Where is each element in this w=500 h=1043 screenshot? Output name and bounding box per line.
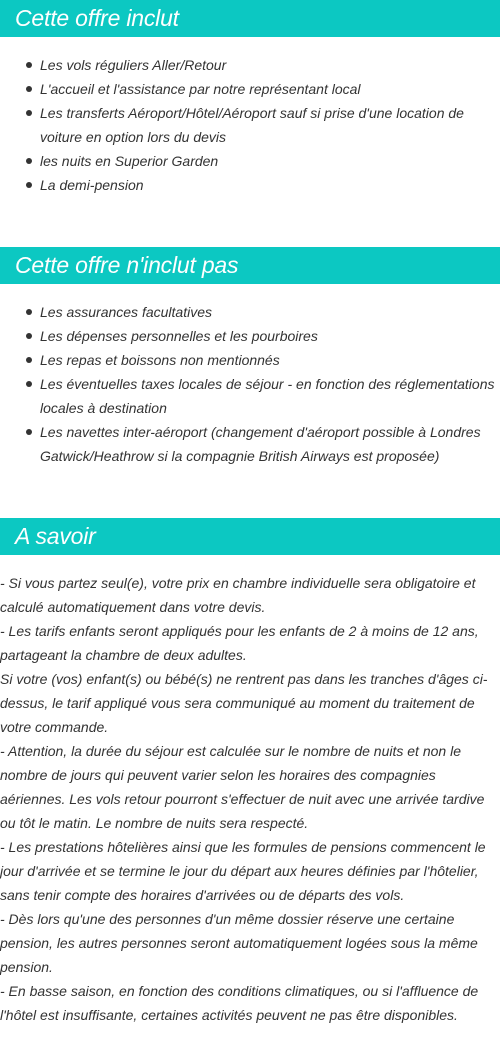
info-paragraph: - Attention, la durée du séjour est calculée sur le nombre de nuits et non le nombre de jours qui peuvent varier selon les horaires des compagnies aériennes. Les vols retour pourront s'effectuer de nuit avec une arrivée tardive ou tôt le matin. Le nombre de nuits sera respecté. <box>0 743 485 831</box>
excluded-item: Les navettes inter-aéroport (changement d'aéroport possible à Londres Gatwick/Heathrow si la compagnie British Airways est proposée) <box>40 420 495 468</box>
info-paragraph: - Les tarifs enfants seront appliqués pour les enfants de 2 à moins de 12 ans, partageant la chambre de deux adultes. <box>0 623 479 663</box>
excluded-list <box>40 300 495 468</box>
excluded-item: Les éventuelles taxes locales de séjour - en fonction des réglementations locales à destination <box>40 372 495 420</box>
included-item: La demi-pension <box>40 173 495 197</box>
included-item: les nuits en Superior Garden <box>40 149 495 173</box>
info-section-header <box>0 518 500 555</box>
excluded-item: Les assurances facultatives <box>40 300 495 324</box>
excluded-item: Les repas et boissons non mentionnés <box>40 348 495 372</box>
info-paragraph: - En basse saison, en fonction des conditions climatiques, ou si l'affluence de l'hôtel est insuffisante, certaines activités peuvent ne pas être disponibles. <box>0 983 479 1023</box>
info-section-title: A savoir <box>15 523 96 549</box>
included-item: L'accueil et l'assistance par notre représentant local <box>40 77 495 101</box>
included-item: Les vols réguliers Aller/Retour <box>40 53 495 77</box>
excluded-section-title: Cette offre n'inclut pas <box>15 252 239 278</box>
included-section-header <box>0 0 500 37</box>
info-section-body <box>0 571 496 1027</box>
info-paragraph: - Dès lors qu'une des personnes d'un même dossier réserve une certaine pension, les autres personnes seront automatiquement logées sous la même pension. <box>0 911 478 975</box>
info-paragraph: - Les prestations hôtelières ainsi que les formules de pensions commencent le jour d'arrivée et se termine le jour du départ aux heures définies par l'hôtelier, sans tenir compte des horaires d'arrivées ou de départs des vols. <box>0 839 486 903</box>
info-paragraph: - Si vous partez seul(e), votre prix en chambre individuelle sera obligatoire et calculé automatiquement dans votre devis. <box>0 575 476 615</box>
info-paragraph: Si votre (vos) enfant(s) ou bébé(s) ne rentrent pas dans les tranches d'âges ci-dessus, le tarif appliqué vous sera communiqué au moment du traitement de votre commande. <box>0 671 488 735</box>
included-item: Les transferts Aéroport/Hôtel/Aéroport sauf si prise d'une location de voiture en option lors du devis <box>40 101 495 149</box>
excluded-section-header <box>0 247 500 284</box>
included-section-title: Cette offre inclut <box>15 5 179 31</box>
included-list <box>40 53 495 197</box>
excluded-item: Les dépenses personnelles et les pourboires <box>40 324 495 348</box>
